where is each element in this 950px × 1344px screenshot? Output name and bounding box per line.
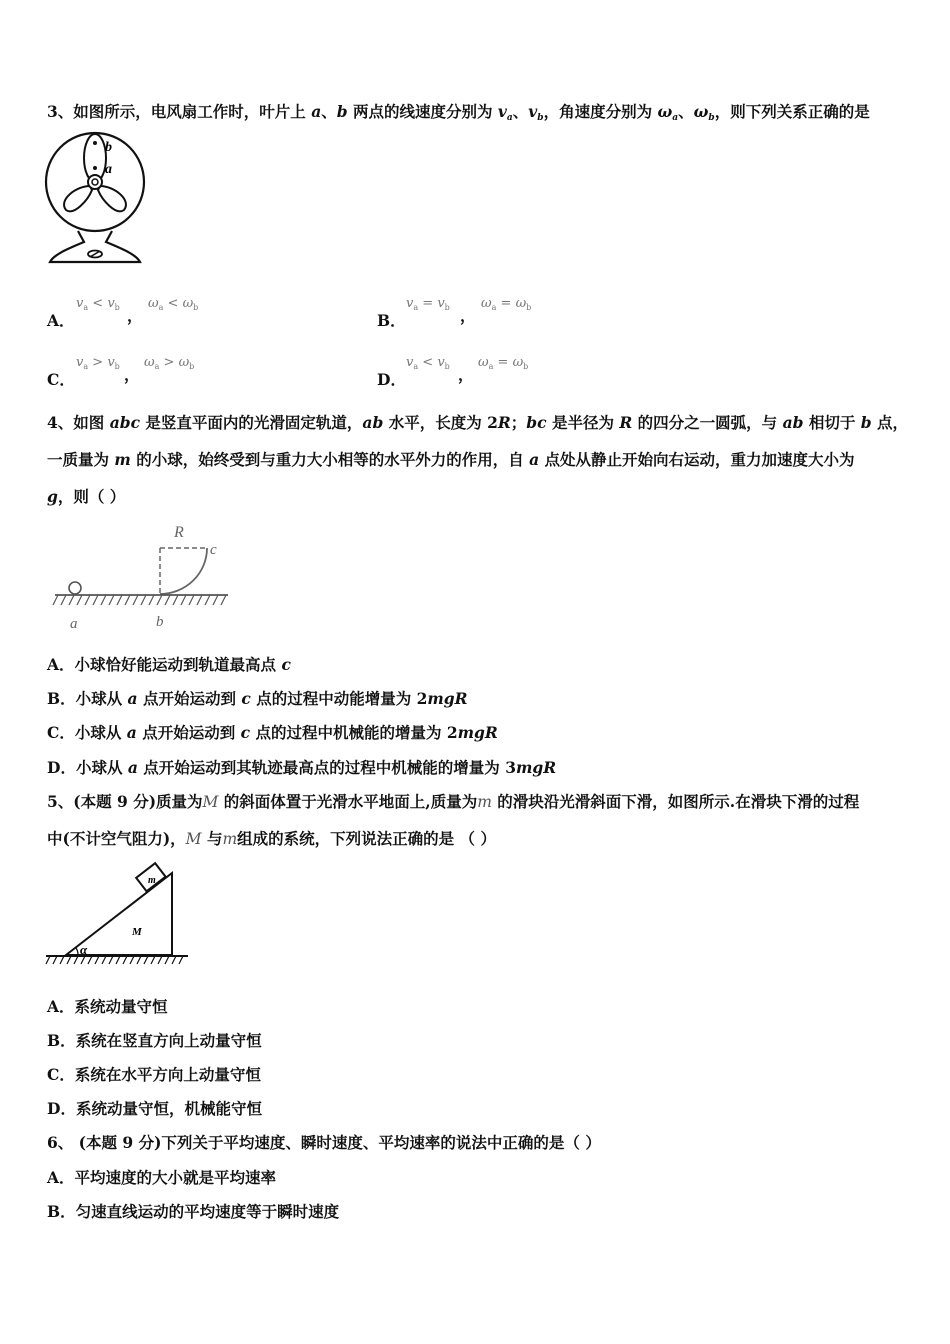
q4-stem-line2: 一质量为 m 的小球，始终受到与重力大小相等的水平外力的作用，自 a 点处从静止开始向右运动，重力加速度大小为: [47, 450, 855, 469]
incline-label-m: m: [148, 875, 156, 886]
q3-option-d-formula2: $\omega_a = \omega_b$: [478, 355, 529, 371]
q3-option-d-formula1: $v_a < v_b$: [406, 355, 450, 371]
q3-option-b-formula2: $\omega_a = \omega_b$: [481, 296, 532, 312]
q4-option-d[interactable]: D．小球从 a 点开始运动到其轨迹最高点的过程中机械能的增量为 3mgR: [47, 758, 557, 777]
q5-option-c[interactable]: C．系统在水平方向上动量守恒: [47, 1065, 261, 1084]
incline-label-alpha: α: [80, 942, 88, 957]
q3-option-d-label[interactable]: D．: [377, 370, 406, 389]
q4-option-b[interactable]: B．小球从 a 点开始运动到 c 点的过程中动能增量为 2mgR: [47, 689, 468, 708]
fan-label-a: a: [105, 162, 112, 177]
track-figure: [50, 518, 235, 633]
q3-option-b-formula1: $v_a = v_b$: [406, 296, 450, 312]
q3-option-a-comma: ，: [127, 306, 143, 325]
q5-option-b[interactable]: B．系统在竖直方向上动量守恒: [47, 1031, 262, 1050]
incline-figure: [44, 858, 192, 970]
q3-option-c-label[interactable]: C．: [47, 370, 75, 389]
fan-label-b: b: [105, 140, 112, 155]
q6-option-a[interactable]: A．平均速度的大小就是平均速率: [47, 1168, 277, 1187]
q5-option-a[interactable]: A．系统动量守恒: [47, 997, 168, 1016]
fan-figure: [40, 130, 155, 270]
q3-option-d-comma: ，: [458, 365, 474, 384]
track-label-c: c: [210, 542, 217, 558]
q4-stem-line3: g，则（ ）: [47, 487, 126, 506]
track-label-a: a: [70, 616, 78, 632]
q3-option-c-comma: ，: [124, 365, 140, 384]
q5-stem-line2: 中(不计空气阻力)，M 与m组成的系统，下列说法正确的是 （ ）: [47, 829, 496, 848]
q3-option-a-formula2: $\omega_a < \omega_b$: [148, 296, 199, 312]
q5-option-d[interactable]: D．系统动量守恒，机械能守恒: [47, 1099, 262, 1118]
q3-option-a-formula1: $v_a < v_b$: [76, 296, 120, 312]
q4-option-a[interactable]: A．小球恰好能运动到轨道最高点 c: [47, 655, 291, 674]
q4-option-c[interactable]: C．小球从 a 点开始运动到 c 点的过程中机械能的增量为 2mgR: [47, 723, 498, 742]
q3-option-a-label[interactable]: A．: [47, 311, 75, 330]
track-label-R: R: [174, 524, 184, 541]
track-label-b: b: [156, 614, 164, 630]
q3-stem: 3、如图所示，电风扇工作时，叶片上 a、b 两点的线速度分别为 $v_a$、$v_b$，角速度分别为 $\omega_a$、$\omega_b$，则下列关系正确的是: [47, 102, 870, 123]
q4-stem-line1: 4、如图 abc 是竖直平面内的光滑固定轨道，ab 水平，长度为 2R；bc 是半径为 R 的四分之一圆弧，与 ab 相切于 b 点，: [47, 413, 908, 432]
incline-label-M: M: [132, 926, 142, 938]
q6-option-b[interactable]: B．匀速直线运动的平均速度等于瞬时速度: [47, 1202, 340, 1221]
q3-option-b-comma: ，: [460, 306, 476, 325]
q3-option-b-label[interactable]: B．: [377, 311, 406, 330]
q6-stem: 6、 (本题 9 分)下列关于平均速度、瞬时速度、平均速率的说法中正确的是（ ）: [47, 1133, 601, 1152]
q5-stem-line1: 5、(本题 9 分)质量为M 的斜面体置于光滑水平地面上,质量为m 的滑块沿光滑斜面下滑，如图所示.在滑块下滑的过程: [47, 792, 860, 811]
q3-option-c-formula1: $v_a > v_b$: [76, 355, 120, 371]
q3-option-c-formula2: $\omega_a > \omega_b$: [144, 355, 195, 371]
